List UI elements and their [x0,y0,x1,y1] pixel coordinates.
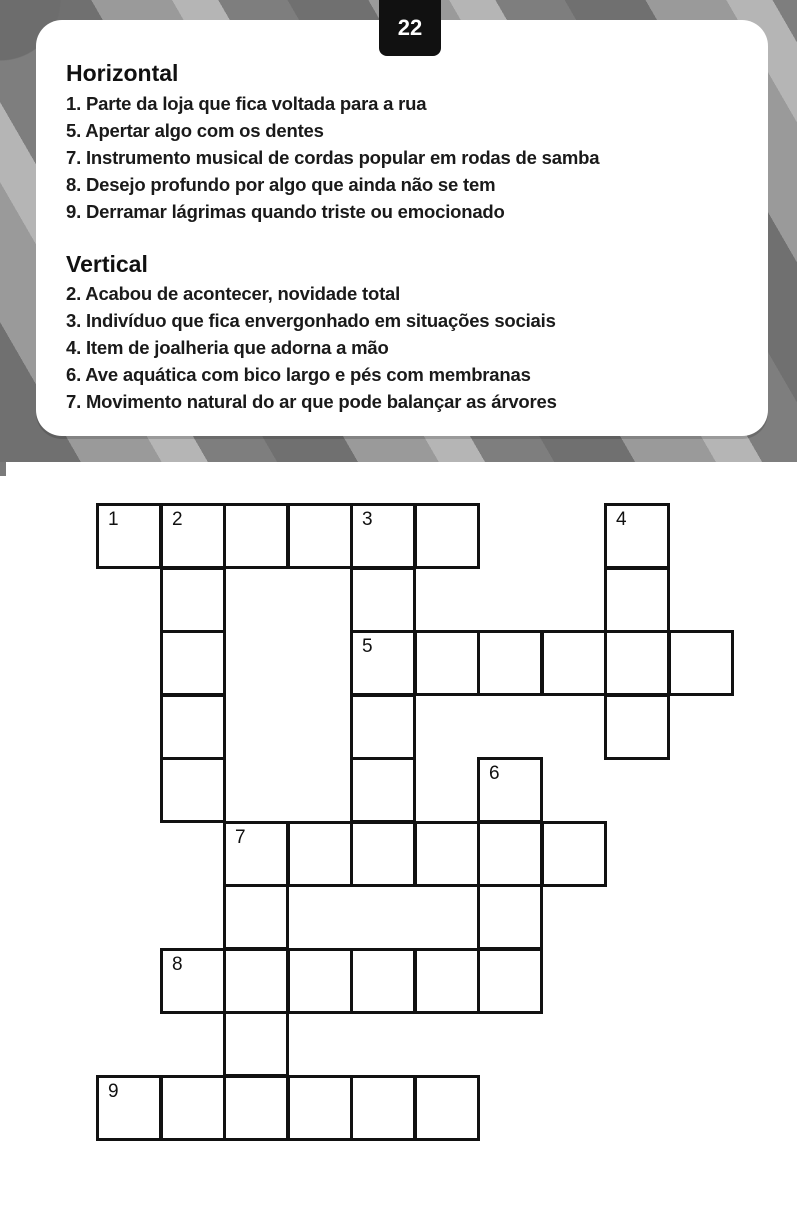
crossword-cell[interactable] [287,503,353,569]
horizontal-clue: 1. Parte da loja que fica voltada para a rua [66,93,427,114]
crossword-cell[interactable] [160,694,226,760]
crossword-cell[interactable] [604,503,670,569]
crossword-cell[interactable] [414,630,480,696]
horizontal-title: Horizontal [66,60,179,86]
clue-number: 3 [362,509,373,530]
crossword-cell[interactable] [541,630,607,696]
horizontal-clue-list [66,90,599,225]
crossword-cell[interactable] [287,821,353,887]
vertical-clue: 3. Indivíduo que fica envergonhado em situações sociais [66,310,556,331]
crossword-cell[interactable] [350,503,416,569]
crossword-cell[interactable] [350,821,416,887]
crossword-cell[interactable] [223,948,289,1014]
crossword-cell[interactable] [668,630,734,696]
clue-number: 8 [172,954,183,975]
page-number-badge: 22 [379,0,441,56]
crossword-cell[interactable] [223,1011,289,1077]
crossword-cell[interactable] [477,630,543,696]
crossword-cell[interactable] [604,567,670,633]
clue-number: 5 [362,636,373,657]
crossword-cell[interactable] [477,884,543,950]
crossword-cell[interactable] [350,567,416,633]
crossword-cell[interactable] [223,503,289,569]
clue-number: 9 [108,1081,119,1102]
crossword-cell[interactable] [541,821,607,887]
clue-number: 1 [108,509,119,530]
vertical-clue: 4. Item de joalheria que adorna a mão [66,337,389,358]
crossword-cell[interactable] [160,503,226,569]
crossword-cell[interactable] [350,1075,416,1141]
crossword-cell[interactable] [160,567,226,633]
horizontal-clue: 7. Instrumento musical de cordas popular em rodas de samba [66,147,600,168]
crossword-cell[interactable] [414,821,480,887]
horizontal-clue: 9. Derramar lágrimas quando triste ou emocionado [66,201,505,222]
clue-number: 2 [172,509,183,530]
crossword-cell[interactable] [350,694,416,760]
crossword-cell[interactable] [160,948,226,1014]
crossword-cell[interactable] [477,821,543,887]
vertical-clue: 6. Ave aquática com bico largo e pés com membranas [66,364,531,385]
background-edge [0,462,6,476]
crossword-cell[interactable] [477,948,543,1014]
clue-number: 6 [489,763,500,784]
crossword-cell[interactable] [223,821,289,887]
vertical-clue-list [66,280,557,415]
horizontal-clue: 5. Apertar algo com os dentes [66,120,324,141]
crossword-cell[interactable] [350,948,416,1014]
crossword-cell[interactable] [160,630,226,696]
horizontal-clue: 8. Desejo profundo por algo que ainda não se tem [66,174,496,195]
crossword-cell[interactable] [414,948,480,1014]
vertical-title: Vertical [66,251,148,277]
crossword-cell[interactable] [477,757,543,823]
crossword-cell[interactable] [287,948,353,1014]
crossword-cell[interactable] [223,884,289,950]
clue-number: 7 [235,827,246,848]
crossword-cell[interactable] [160,757,226,823]
crossword-cell[interactable] [287,1075,353,1141]
crossword-cell[interactable] [414,503,480,569]
crossword-cell[interactable] [604,630,670,696]
crossword-cell[interactable] [223,1075,289,1141]
clue-number: 4 [616,509,627,530]
crossword-cell[interactable] [96,1075,162,1141]
crossword-cell[interactable] [604,694,670,760]
crossword-cell[interactable] [350,757,416,823]
crossword-cell[interactable] [160,1075,226,1141]
crossword-cell[interactable] [96,503,162,569]
crossword-cell[interactable] [350,630,416,696]
vertical-clue: 7. Movimento natural do ar que pode balançar as árvores [66,391,557,412]
crossword-cell[interactable] [414,1075,480,1141]
vertical-clue: 2. Acabou de acontecer, novidade total [66,283,401,304]
